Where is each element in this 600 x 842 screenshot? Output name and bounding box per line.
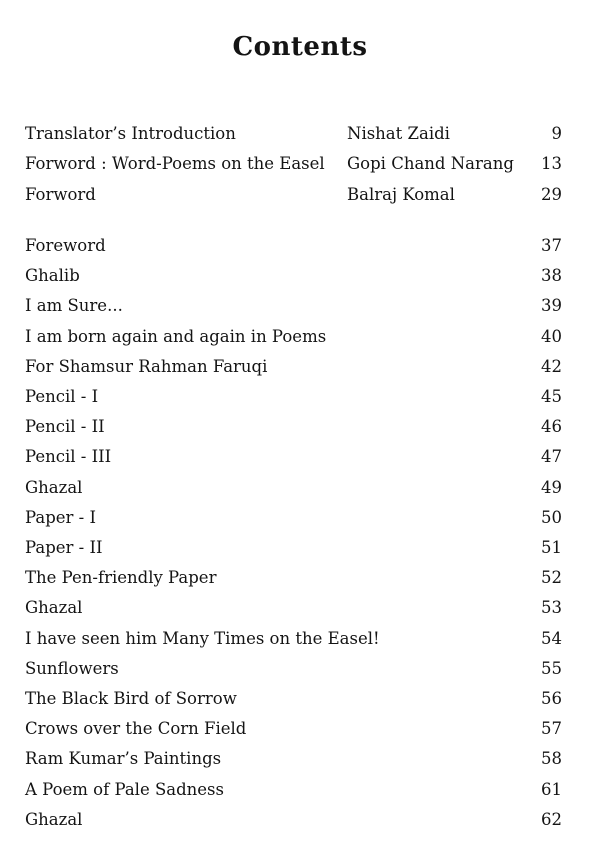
toc-entry-page-number: 54: [541, 629, 562, 648]
toc-entry-page-number: 61: [541, 780, 562, 799]
toc-entry-title: Pencil - II: [25, 417, 105, 436]
toc-entry-page-number: 9: [551, 124, 562, 143]
toc-row: [0, 445, 600, 469]
toc-entry-page-number: 57: [541, 719, 562, 738]
toc-entry-page-number: 56: [541, 689, 562, 708]
toc-row: [0, 294, 600, 318]
toc-row: [0, 355, 600, 379]
toc-row: [0, 476, 600, 500]
toc-entry-page-number: 55: [541, 659, 562, 678]
toc-entry-page-number: 53: [541, 598, 562, 617]
toc-row: [0, 234, 600, 258]
toc-entry-title: I have seen him Many Times on the Easel!: [25, 629, 380, 648]
toc-entry-title: Ghalib: [25, 266, 80, 285]
toc-entry-page-number: 58: [541, 749, 562, 768]
toc-entry-page-number: 13: [541, 154, 562, 173]
toc-entry-title: A Poem of Pale Sadness: [25, 780, 224, 799]
toc-entry-title: Pencil - III: [25, 447, 112, 466]
toc-row: [0, 325, 600, 349]
toc-row-front-matter: [0, 183, 600, 207]
toc-row: [0, 808, 600, 832]
toc-entry-title: The Black Bird of Sorrow: [25, 689, 237, 708]
toc-entry-title: Pencil - I: [25, 387, 99, 406]
toc-entry-title: Forword: [25, 185, 96, 204]
toc-row: [0, 627, 600, 651]
toc-entry-page-number: 38: [541, 266, 562, 285]
toc-row: [0, 747, 600, 771]
toc-entry-title: The Pen-friendly Paper: [25, 568, 217, 587]
toc-entry-page-number: 50: [541, 508, 562, 527]
toc-entry-title: Forword : Word-Poems on the Easel: [25, 154, 325, 173]
toc-entry-title: Crows over the Corn Field: [25, 719, 247, 738]
toc-row: [0, 687, 600, 711]
toc-entry-title: Foreword: [25, 236, 106, 255]
toc-row: [0, 566, 600, 590]
toc-entry-page-number: 49: [541, 478, 562, 497]
toc-entry-page-number: 42: [541, 357, 562, 376]
toc-row-front-matter: [0, 152, 600, 176]
toc-entry-author: Gopi Chand Narang: [347, 154, 514, 173]
toc-entry-author: Balraj Komal: [347, 185, 455, 204]
toc-entry-title: Ghazal: [25, 598, 83, 617]
toc-entry-title: I am Sure...: [25, 296, 123, 315]
toc-entry-page-number: 29: [541, 185, 562, 204]
toc-row: [0, 385, 600, 409]
toc-entry-page-number: 40: [541, 327, 562, 346]
toc-row: [0, 506, 600, 530]
toc-row: [0, 717, 600, 741]
toc-row: [0, 415, 600, 439]
toc-row-front-matter: [0, 122, 600, 146]
toc-entry-title: Ram Kumar’s Paintings: [25, 749, 222, 768]
page-title: Contents: [232, 32, 368, 62]
toc-entry-title: Translator’s Introduction: [25, 124, 236, 143]
toc-row: [0, 536, 600, 560]
toc-entry-author: Nishat Zaidi: [347, 124, 450, 143]
toc-row: [0, 778, 600, 802]
toc-entry-page-number: 37: [541, 236, 562, 255]
toc-entry-title: Paper - I: [25, 508, 96, 527]
toc-entry-title: Paper - II: [25, 538, 103, 557]
toc-entry-title: I am born again and again in Poems: [25, 327, 327, 346]
toc-entry-title: For Shamsur Rahman Faruqi: [25, 357, 268, 376]
toc-entry-page-number: 46: [541, 417, 562, 436]
toc-row: [0, 264, 600, 288]
toc-entry-title: Sunflowers: [25, 659, 119, 678]
toc-entry-page-number: 45: [541, 387, 562, 406]
toc-entry-page-number: 62: [541, 810, 562, 829]
toc-entry-title: Ghazal: [25, 478, 83, 497]
toc-entry-page-number: 52: [541, 568, 562, 587]
toc-entry-page-number: 51: [541, 538, 562, 557]
toc-row: [0, 657, 600, 681]
toc-entry-page-number: 39: [541, 296, 562, 315]
toc-entry-page-number: 47: [541, 447, 562, 466]
toc-entry-title: Ghazal: [25, 810, 83, 829]
toc-row: [0, 596, 600, 620]
